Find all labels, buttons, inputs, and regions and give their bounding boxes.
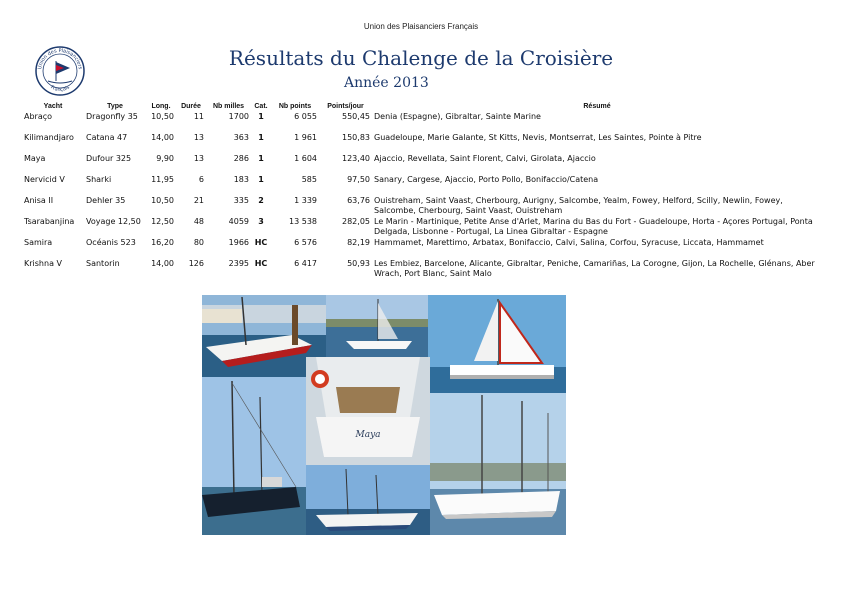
cell-summary: Guadeloupe, Marie Galante, St Kitts, Nevis, Montserrat, Les Saintes, Pointe à Pitre — [374, 133, 702, 142]
cell-duration: 11 — [193, 112, 204, 121]
cell-summary: Denia (Espagne), Gibraltar, Sainte Marine — [374, 112, 541, 121]
cell-yacht: Tsarabanjina — [24, 217, 75, 226]
cell-category: 2 — [258, 196, 264, 205]
cell-points-per-day: 550,45 — [342, 112, 370, 121]
cell-yacht: Samira — [24, 238, 53, 247]
results-table — [22, 100, 822, 280]
column-header-points: Nb points — [278, 102, 312, 110]
cell-category: 1 — [258, 154, 264, 163]
cell-type: Santorin — [86, 259, 120, 268]
column-header-length: Long. — [151, 102, 171, 110]
column-header-category: Cat. — [254, 102, 268, 110]
column-header-summary: Résumé — [583, 102, 611, 110]
cell-yacht: Maya — [24, 154, 46, 163]
cell-points: 1 339 — [294, 196, 317, 205]
cell-duration: 6 — [198, 175, 204, 184]
table-row — [22, 217, 822, 238]
organization-name: Union des Plaisanciers Français — [363, 22, 479, 31]
table-header-row — [22, 100, 822, 112]
cell-points-per-day: 282,05 — [342, 217, 370, 226]
cell-points: 1 604 — [294, 154, 317, 163]
cell-length: 11,95 — [151, 175, 174, 184]
cell-summary: Les Embiez, Barcelone, Alicante, Gibraltar, Peniche, Camariñas, La Corogne, Gijon, La Rochelle, Glénans, Aber Wrach, Port Blanc, Saint Malo — [374, 259, 815, 278]
cell-points-per-day: 82,19 — [347, 238, 370, 247]
logo-text-bottom: Français — [49, 84, 71, 94]
cell-type: Voyage 12,50 — [86, 217, 141, 226]
cell-length: 9,90 — [156, 154, 174, 163]
cell-points-per-day: 150,83 — [342, 133, 370, 142]
cell-summary: Ouistreham, Saint Vaast, Cherbourg, Aurigny, Salcombe, Yealm, Fowey, Helford, Scilly, Newlin, Fowey, Salcombe, Cherbourg, Saint Vaast, Ouistreham — [374, 196, 783, 215]
cell-miles: 1966 — [228, 238, 249, 247]
table-row — [22, 133, 822, 154]
ketch-harbor-photo — [202, 377, 306, 535]
table-row — [22, 175, 822, 196]
cell-length: 12,50 — [151, 217, 174, 226]
cell-summary: Ajaccio, Revellata, Saint Florent, Calvi, Girolata, Ajaccio — [374, 154, 596, 163]
column-header-type: Type — [107, 102, 123, 110]
cell-category: 1 — [258, 112, 264, 121]
catamaran-white-sail-photo — [428, 295, 566, 393]
cell-yacht: Kilimandjaro — [24, 133, 74, 142]
cell-yacht: Anisa II — [24, 196, 54, 205]
cell-length: 10,50 — [151, 112, 174, 121]
cell-duration: 80 — [193, 238, 204, 247]
table-row — [22, 112, 822, 133]
cell-miles: 183 — [233, 175, 249, 184]
cell-miles: 363 — [233, 133, 249, 142]
table-row — [22, 259, 822, 280]
cell-length: 16,20 — [151, 238, 174, 247]
cell-type: Sharki — [86, 175, 112, 184]
cell-summary: Hammamet, Marettimo, Arbatax, Bonifaccio, Calvi, Salina, Corfou, Syracuse, Liccata, Hammamet — [374, 238, 764, 247]
yacht-marina-photo — [430, 393, 566, 535]
cell-miles: 335 — [233, 196, 249, 205]
cell-duration: 21 — [193, 196, 204, 205]
cell-miles: 4059 — [228, 217, 249, 226]
page-subtitle-year: Année 2013 — [344, 75, 429, 91]
cell-duration: 13 — [193, 154, 204, 163]
cell-yacht: Abraço — [24, 112, 53, 121]
cell-category: 3 — [258, 217, 264, 226]
table-row — [22, 196, 822, 217]
cell-duration: 13 — [193, 133, 204, 142]
cell-category: HC — [254, 238, 268, 247]
cell-length: 14,00 — [151, 133, 174, 142]
table-row — [22, 154, 822, 175]
logo-text-top: Union des Plaisanciers — [37, 47, 83, 70]
cell-type: Dehler 35 — [86, 196, 126, 205]
table-row — [22, 238, 822, 259]
cell-category: 1 — [258, 175, 264, 184]
column-header-points-per-day: Points/jour — [327, 102, 364, 110]
cell-yacht: Nervicid V — [24, 175, 65, 184]
cell-miles: 2395 — [228, 259, 249, 268]
cell-points: 6 417 — [294, 259, 317, 268]
cell-yacht: Krishna V — [24, 259, 62, 268]
cell-length: 14,00 — [151, 259, 174, 268]
cell-duration: 126 — [188, 259, 204, 268]
cell-summary: Sanary, Cargese, Ajaccio, Porto Pollo, Bonifaccio/Catena — [374, 175, 599, 184]
sailboat-mooring-photo — [306, 465, 430, 535]
cell-type: Dragonfly 35 — [86, 112, 138, 121]
cell-category: 1 — [258, 133, 264, 142]
cell-points: 1 961 — [294, 133, 317, 142]
cell-summary: Le Marin - Martinique, Petite Anse d'Arlet, Marina du Bas du Fort - Guadeloupe, Horta - Açores Portugal, Ponta Delgada, Lisbonne - Portugal, La Linea Gibraltar - Espagne — [374, 217, 813, 236]
cell-points-per-day: 123,40 — [342, 154, 370, 163]
cell-type: Dufour 325 — [86, 154, 132, 163]
cell-points: 6 055 — [294, 112, 317, 121]
cell-points: 6 576 — [294, 238, 317, 247]
cell-points-per-day: 63,76 — [347, 196, 370, 205]
cell-type: Océanis 523 — [86, 238, 136, 247]
column-header-miles: Nb milles — [212, 102, 245, 110]
photo-collage — [202, 295, 566, 535]
page-title: Résultats du Chalenge de la Croisière — [228, 46, 614, 70]
column-header-duration: Durée — [181, 102, 201, 110]
column-header-yacht: Yacht — [43, 102, 63, 110]
cell-points: 585 — [301, 175, 317, 184]
sailboat-bay-photo — [326, 295, 428, 357]
cell-miles: 1700 — [228, 112, 249, 121]
cell-miles: 286 — [233, 154, 249, 163]
cell-duration: 48 — [193, 217, 204, 226]
cell-points: 13 538 — [289, 217, 317, 226]
cell-points-per-day: 97,50 — [347, 175, 370, 184]
yacht-cockpit-maya-photo — [306, 357, 430, 465]
cell-length: 10,50 — [151, 196, 174, 205]
cell-category: HC — [254, 259, 268, 268]
cell-points-per-day: 50,93 — [347, 259, 370, 268]
svg-text:Maya: Maya — [355, 430, 381, 440]
cell-type: Catana 47 — [86, 133, 128, 142]
